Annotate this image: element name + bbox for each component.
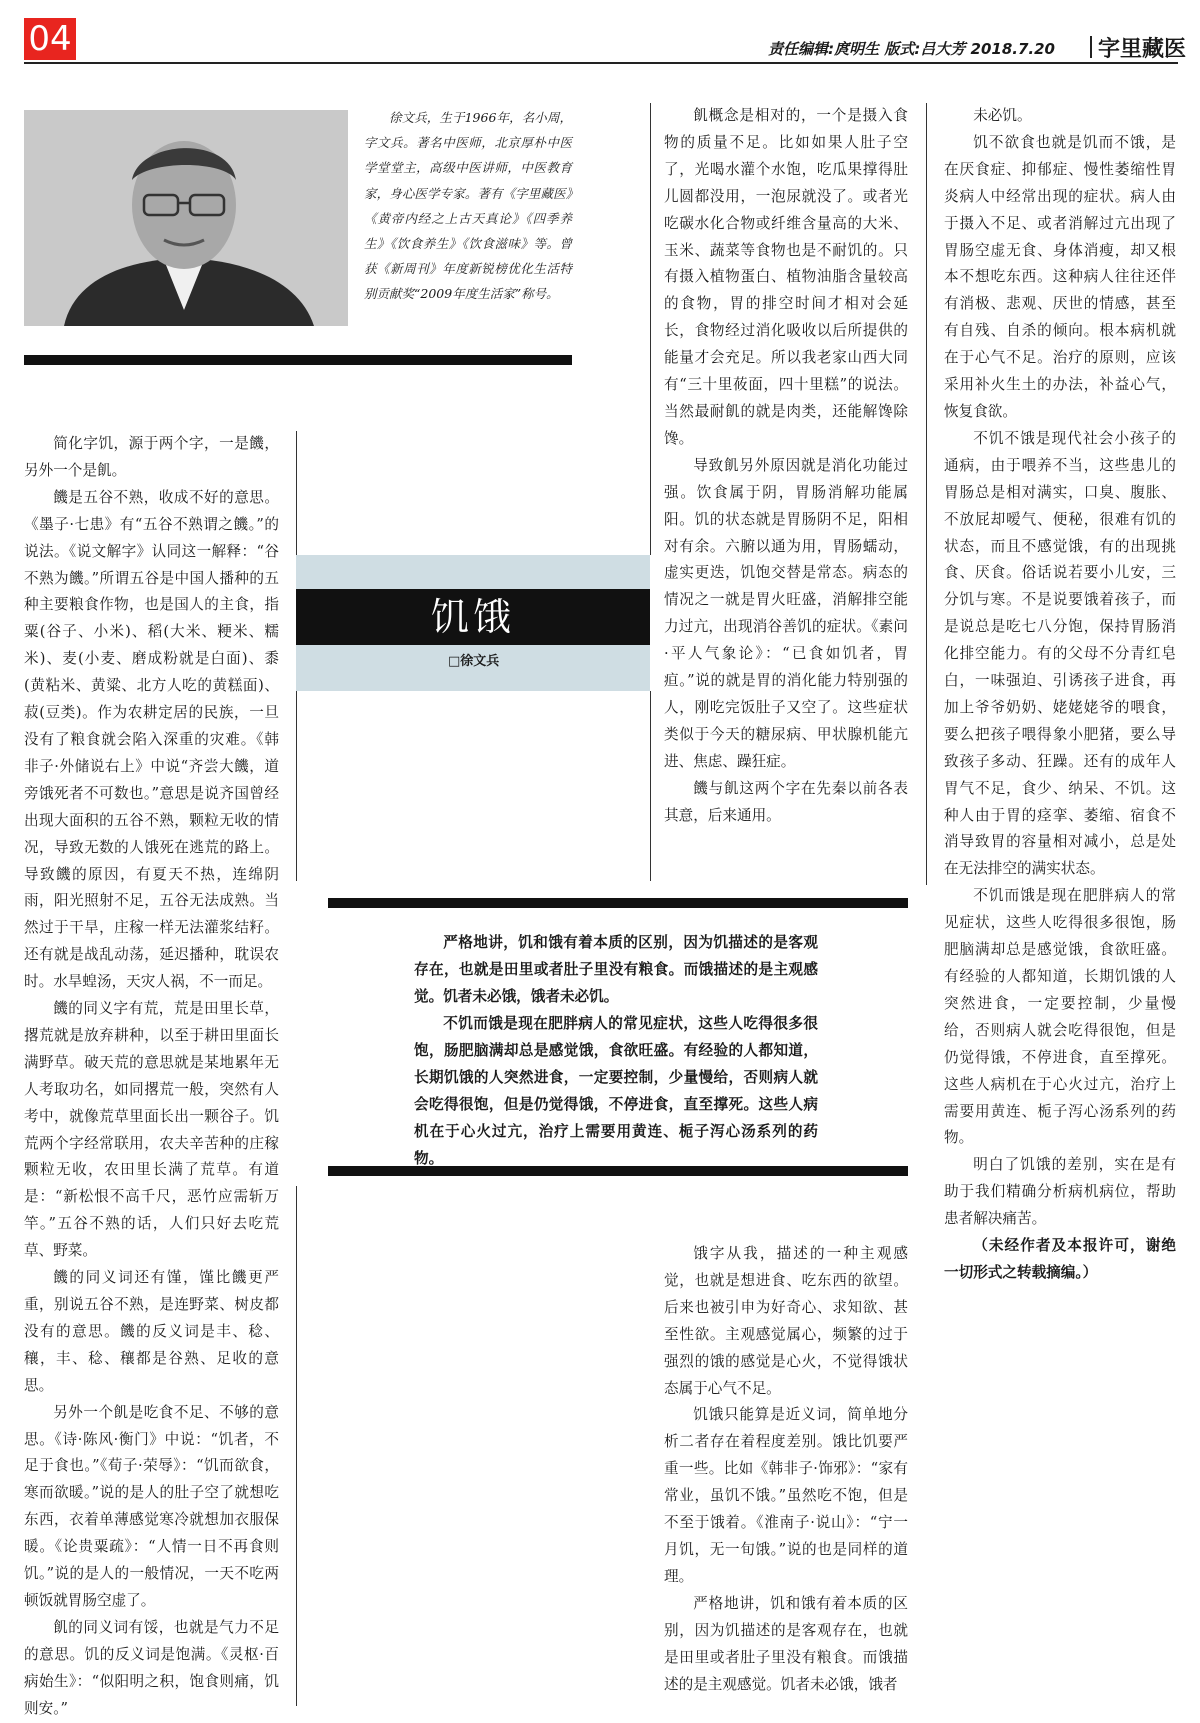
pull-quote-paragraph: 严格地讲，饥和饿有着本质的区别，因为饥描述的是客观存在，也就是田里或者肚子里没有粮食。而饿描述的是主观感觉。饥者未必饿，饿者未必饥。 (414, 934, 818, 1005)
paragraph: 飢的同义词有馁，也就是气力不足的意思。饥的反义词是饱满。《灵枢·百病始生》：“似阳明之积，饱食则痛，饥则安。” (24, 1618, 279, 1717)
page-number: 04 (24, 18, 76, 60)
paragraph: 飢概念是相对的，一个是摄入食物的质量不足。比如如果人肚子空了，光喝水灌个水饱，吃瓜果撑得肚儿圆都没用，一泡尿就没了。或者光吃碳水化合物或纤维含量高的大米、玉米、蔬菜等食物也是不耐饥的。只有摄入植物蛋白、植物油脂含量较高的食物，胃的排空时间才相对会延长，食物经过消化吸收以后所提供的能量才会充足。所以我老家山西大同有“三十里莜面，四十里糕”的说法。当然最耐飢的就是肉类，还能解馋除馋。 (664, 107, 908, 447)
paragraph: 简化字饥，源于两个字，一是饑，另外一个是飢。 (24, 435, 279, 479)
paragraph: 饑是五谷不熟，收成不好的意思。《墨子·七患》有“五谷不熟谓之饑。”的说法。《说文解字》认同这一解释：“谷不熟为饑。”所谓五谷是中国人播种的五种主要粮食作物，也是国人的主食，指粟(谷子、小米)、稻(大米、粳米、糯米)、麦(小麦、磨成粉就是白面)、黍(黄粘米、黄粱、北方人吃的黄糕面)、菽(豆类)。作为农耕定居的民族，一旦没有了粮食就会陷入深重的灾难。《韩非子·外储说右上》中说“齐尝大饑，道旁饿死者不可数也。”意思是说齐国曾经出现大面积的五谷不熟，颗粒无收的情况，导致无数的人饿死在逃荒的路上。导致饑的原因，有夏天不热，连绵阴雨，阳光照射不足，五谷无法成熟。当然过于干旱，庄稼一样无法灌浆结籽。还有就是战乱动荡，延迟播种，耽误农时。水旱蝗汤，天灾人祸，不一而足。 (24, 488, 279, 991)
section-bar (24, 355, 572, 365)
paragraph: 不饥不饿是现代社会小孩子的通病，由于喂养不当，这些患儿的胃肠总是相对满实，口臭、腹胀、不放屁却嗳气、便秘，很难有饥的状态，而且不感觉饿，有的出现挑食、厌食。俗话说若要小儿安，三分饥与寒。不是说要饿着孩子，而是说总是吃七八分饱，保持胃肠消化排空能力。有的父母不分青红皂白，一味强迫、引诱孩子进食，再加上爷爷奶奶、姥姥姥爷的喂食，要么把孩子喂得象小肥猪，要么导致孩子多动、狂躁。还有的成年人胃气不足，食少、纳呆、不饥。这种人由于胃的痉挛、萎缩、宿食不消导致胃的容量相对减小，总是处在无法排空的满实状态。 (944, 429, 1176, 878)
pull-quote (414, 929, 818, 1172)
header-divider (1090, 36, 1092, 58)
paragraph: 未必饥。 (973, 107, 1032, 124)
paragraph: 明白了饥饿的差别，实在是有助于我们精确分析病机病位，帮助患者解决痛苦。 (944, 1156, 1176, 1228)
header-rule (24, 62, 1178, 64)
column-rule (296, 1186, 297, 1706)
article-column-1 (24, 431, 279, 1723)
paragraph: 不饥而饿是现在肥胖病人的常见症状，这些人吃得很多很饱，肠肥脑满却总是感觉饿，食欲旺盛。有经验的人都知道，长期饥饿的人突然进食，一定要控制，少量慢给，否则病人就会吃得很饱，但是仍觉得饿，不停进食，直至撑死。这些人病机在于心火过亢，治疗上需要用黄连、栀子泻心汤系列的药物。 (944, 887, 1176, 1147)
editor-credits: 责任编辑:庹明生 版式:吕大芳 2018.7.20 (768, 40, 1055, 58)
paragraph: 饑的同义字有荒，荒是田里长草，撂荒就是放弃耕种，以至于耕田里面长满野草。破天荒的意思就是某地累年无人考取功名，如同撂荒一般，突然有人考中，就像荒草里面长出一颗谷子。饥荒两个字经常联用，农夫辛苦种的庄稼颗粒无收，农田里长满了荒草。有道是：“新松恨不高千尺，恶竹应需斩万竿。”五谷不熟的话，人们只好去吃荒草、野菜。 (24, 1000, 279, 1260)
section-name: 字里藏医 (1098, 37, 1187, 62)
paragraph: 饑与飢这两个字在先秦以前各表其意，后来通用。 (664, 779, 908, 824)
article-column-2 (664, 103, 908, 829)
paragraph: 另外一个飢是吃食不足、不够的意思。《诗·陈风·衡门》中说：“饥者，不足于食也。”《荀子·荣辱》：“饥而欲食，寒而欲暖。”说的是人的肚子空了就想吃东西，衣着单薄感觉寒冷就想加衣服保暖。《论贵粟疏》：“人情一日不再食则饥。”说的是人的一般情况，一天不吃两顿饭就胃肠空虚了。 (24, 1403, 279, 1609)
paragraph: 导致飢另外原因就是消化功能过强。饮食属于阴，胃肠消解功能属阳。饥的状态就是胃肠阴不足，阳相对有余。六腑以通为用，胃肠蠕动，虚实更迭，饥饱交替是常态。病态的情况之一就是胃火旺盛，消解排空能力过亢，出现消谷善饥的症状。《素问·平人气象论》：“已食如饥者，胃疸。”说的就是胃的消化能力特别强的人，刚吃完饭肚子又空了。这些症状类似于今天的糖尿病、甲状腺机能亢进、焦虑、躁狂症。 (664, 456, 908, 770)
pull-quote-paragraph: 不饥而饿是现在肥胖病人的常见症状，这些人吃得很多很饱，肠肥脑满却总是感觉饿，食欲旺盛。有经验的人都知道，长期饥饿的人突然进食，一定要控制，少量慢给，否则病人就会吃得很饱，但是仍觉得饿，不停进食，直至撑死。这些人病机在于心火过亢，治疗上需要用黄连、栀子泻心汤系列的药物。 (414, 1015, 818, 1167)
paragraph: 严格地讲，饥和饿有着本质的区别，因为饥描述的是客观存在，也就是田里或者肚子里没有粮食。而饿描述的是主观感觉。饥者未必饿，饿者 (664, 1594, 908, 1693)
paragraph: 饿字从我，描述的一种主观感觉，也就是想进食、吃东西的欲望。后来也被引申为好奇心、求知欲、甚至性欲。主观感觉属心，频繁的过于强烈的饿的感觉是心火，不觉得饿状态属于心气不足。 (664, 1245, 908, 1397)
article-column-3 (944, 103, 1176, 1287)
article-column-4 (664, 1241, 908, 1698)
author-bio: 徐文兵，生于1966年，名小周，字文兵。著名中医师，北京厚朴中医学堂堂主，高级中医讲师，中医教育家，身心医学专家。著有《字里藏医》《黄帝内经之上古天真论》《四季养生》《饮食养生》《饮食滋味》等。曾获《新周刊》年度新锐榜优化生活特别贡献奖“2009年度生活家”称号。 (364, 110, 572, 302)
column-rule (650, 103, 651, 555)
paragraph: 饑的同义词还有馑，馑比饑更严重，别说五谷不熟，是连野菜、树皮都没有的意思。饑的反义词是丰、稔、穰，丰、稔、穰都是谷熟、足收的意思。 (24, 1269, 279, 1394)
column-rule (650, 691, 651, 881)
paragraph: 饥不欲食也就是饥而不饿，是在厌食症、抑郁症、慢性萎缩性胃炎病人中经常出现的症状。病人由于摄入不足、或者消解过亢出现了胃肠空虚无食、身体消瘦，却又根本不想吃东西。这种病人往往还伴有消极、悲观、厌世的情感，甚至有自残、自杀的倾向。根本病机就在于心气不足。治疗的原则，应该采用补火生土的办法，补益心气，恢复食欲。 (944, 133, 1176, 420)
author-portrait-illustration (24, 110, 348, 326)
byline: □徐文兵 (448, 654, 500, 669)
author-portrait (24, 110, 348, 326)
pullquote-top-bar (328, 898, 908, 908)
copyright-note: （未经作者及本报许可，谢绝一切形式之转载摘编。） (944, 1237, 1176, 1281)
column-rule (926, 103, 927, 885)
column-rule (296, 691, 297, 881)
paragraph: 饥饿只能算是近义词，简单地分析二者存在着程度差别。饿比饥要严重一些。比如《韩非子·饰邪》：“家有常业，虽饥不饿。”虽然吃不饱，但是不至于饿着。《淮南子·说山》：“宁一月饥，无一旬饿。”说的也是同样的道理。 (664, 1406, 908, 1585)
article-title: 饥饿 (296, 589, 650, 645)
column-rule (296, 431, 297, 556)
